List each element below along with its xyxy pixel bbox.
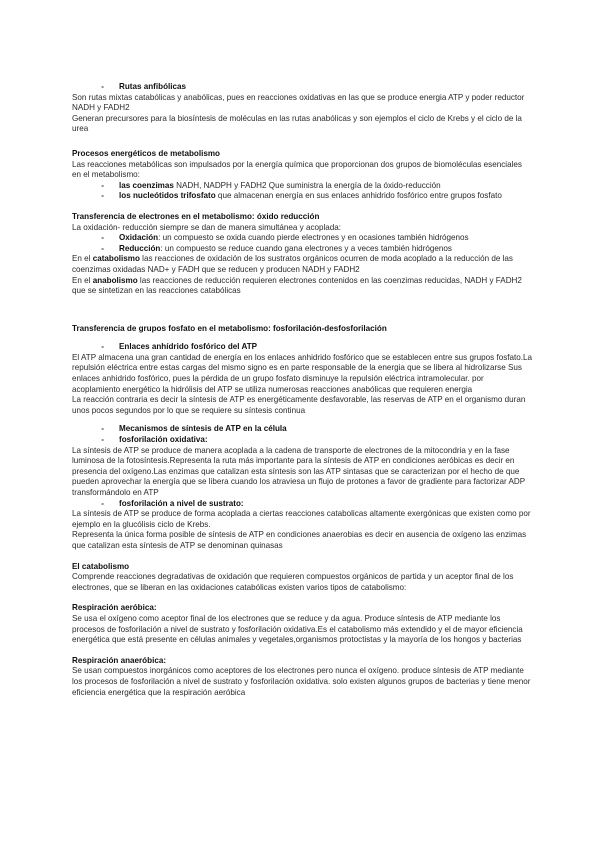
item-text: NADH, NADPH y FADH2 Que suministra la energía de la óxido-reducción (173, 180, 441, 190)
list-item-text (119, 181, 441, 192)
heading-text: Rutas anfibólicas (119, 82, 187, 91)
list-item-text (119, 244, 452, 255)
list-item-reduccion (72, 244, 532, 255)
paragraph: La síntesis de ATP se produce de forma acoplada a ciertas reacciones catabolicas altamente exergónicas que existen como por ejemplo en la glucólisis ciclo de Krebs. (72, 509, 531, 529)
subheading-fosforilacion-sustrato (72, 499, 532, 510)
paragraph: Se usan compuestos inorgánicos como aceptores de los electrones pero nunca el oxígeno. produce síntesis de ATP mediante los procesos de fosforilación a nivel de sustrato y fosforilación oxidativa. solo existen algunos grupos de bacterias y tiene menor eficiencia energética que la respiración aeróbica (72, 666, 531, 697)
bold-term: Oxidación (119, 233, 159, 243)
heading-rutas-anfibolicas (72, 82, 532, 93)
text: En el (72, 275, 93, 285)
paragraph: Representa la única forma posible de síntesis de ATP en condiciones anaerobias es decir en ausencia de oxígeno las enzimas que catalizan esta síntesis de ATP se denominan quinasas (72, 530, 527, 550)
paragraph: La reacción contraria es decir la síntesis de ATP es energéticamente desfavorable, las reservas de ATP en el organismo duran unos pocos segundos por lo que se requiere su síntesis continua (72, 395, 526, 415)
subheading-text: fosforilación a nivel de sustrato: (119, 498, 244, 508)
bullet-dash: - (101, 424, 104, 434)
bold-term: las coenzimas (119, 180, 174, 190)
list-item-coenzimas (72, 181, 532, 192)
text: las reacciones de reducción requieren electrones contenidos en las coenzimas reducidas, NADH y FADH2 que se sintetizan en las reacciones catabólicas (72, 275, 522, 296)
subheading-text: Mecanismos de síntesis de ATP en la célula (119, 424, 287, 434)
list-item-text (119, 233, 469, 244)
bullet-dash: - (101, 498, 104, 508)
text: En el (72, 254, 93, 264)
item-text: : un compuesto se oxida cuando pierde electrones y en ocasiones también hidrógenos (158, 233, 469, 243)
list-item-oxidacion (72, 233, 532, 244)
text: las reacciones de oxidación de los sustratos orgánicos ocurren de moda acoplado a la reducción de las coenzimas oxidadas NAD+ y FADH que se reducen y producen NADH y FADH2 (72, 254, 513, 274)
paragraph: Son rutas mixtas catabólicas y anabólicas, pues en reacciones oxidativas en las que se produce energia ATP y poder reductor NADH y FADH2 (72, 92, 525, 113)
bold-term: los nucleótidos trifosfato (119, 191, 216, 201)
subheading-mecanismos (72, 424, 532, 435)
item-text: que almacenan energía en sus enlaces anhidrido fosfórico entre grupos fosfato (215, 191, 502, 201)
bullet-dash: - (101, 233, 104, 243)
list-item-nucleotidos (72, 191, 532, 202)
document-page (72, 82, 532, 698)
paragraph: Generan precursores para la biosíntesis de moléculas en las rutas anabólicas y son ejemplos el ciclo de Krebs y el ciclo de la urea (72, 113, 522, 134)
subheading-enlaces (72, 342, 532, 353)
subheading-fosforilacion-oxidativa (72, 435, 532, 446)
paragraph: La oxidación- reducción siempre se dan de manera simultánea y acoplada: (72, 222, 342, 232)
section-heading-grupos-fosfato: Transferencia de grupos fosfato en el metabolismo: fosforilación-desfosforilación (72, 323, 387, 333)
paragraph: Se usa el oxígeno como aceptor final de los electrones que se reduce y da agua. Produce síntesis de ATP mediante los procesos de fosforilación a nivel de sustrato y fosforilación oxidativa.Es el catabolismo más extendido y el de mayor eficiencia energética que está presente en células animales y vegetales,organismos protoctistas y la mayoría de los hongos y bacterias (72, 613, 523, 645)
subheading-respiracion-anaerobica: Respiración anaeróbica: (72, 655, 167, 665)
paragraph: El ATP almacena una gran cantidad de energía en los enlaces anhidrido fosfórico que se establecen entre sus grupos fosfato.La repulsión eléctrica entre estas cargas del mismo signo es en parte responsable de la energia que se libera al hidrolizarse Sus enlaces anhidrido fosfórico, pues la pérdida de un grupo fosfato disminuye la repulsión eléctrica intramolecular. por acoplamiento energético la hidrólisis del ATP se utiliza numerosas reacciones anabólicas que requieren energia (72, 352, 532, 394)
item-text: : un compuesto se reduce cuando gana electrones y a veces también hidrógenos (160, 243, 452, 253)
section-heading-transferencia-electrones: Transferencia de electrones en el metabolismo: óxido reducción (72, 211, 320, 221)
paragraph-anabolismo (72, 276, 532, 297)
section-heading-catabolismo: El catabolismo (72, 561, 130, 571)
bullet-dash: - (101, 243, 104, 253)
paragraph: Las reacciones metabólicas son impulsados por la energía química que proporcionan dos grupos de biomoléculas esenciales en el metabolismo: (72, 159, 522, 180)
bold-term: Reducción (119, 243, 161, 253)
section-heading-procesos-energeticos: Procesos energéticos de metabolismo (72, 148, 220, 158)
bullet-dash: - (101, 342, 104, 352)
paragraph: La síntesis de ATP se produce de manera acoplada a la cadena de transporte de electrones de la mitocondria y en la fase luminosa de la fotosíntesis.Representa la ruta más importante para la síntesis de ATP en condiciones aeróbicas es decir en presencia del oxígeno.Las enzimas que catalizan esta síntesis son las ATP sintasas que se caracterizan por el hecho de que pueden aprovechar la energía que se libera cuando los atraviesa un flujo de protones a favor de gradiente para factorizar ADP transformándolo en ATP (72, 445, 525, 497)
subheading-respiracion-aerobica: Respiración aeróbica: (72, 603, 157, 613)
bullet-dash: - (101, 191, 104, 201)
subheading-text: fosforilación oxidativa: (119, 435, 208, 445)
paragraph: Comprende reacciones degradativas de oxidación que requieren compuestos orgánicos de partida y un aceptor final de los electrones, que se liberan en las oxidaciones catabólicas existen varios tipos de catabolismo: (72, 572, 514, 592)
paragraph-catabolismo (72, 254, 532, 275)
bullet-dash: - (101, 82, 104, 91)
list-item-text (119, 191, 502, 202)
bold-term: catabolismo (92, 254, 140, 264)
bold-term: anabolismo (92, 275, 138, 285)
bullet-dash: - (101, 435, 104, 445)
subheading-text: Enlaces anhídrido fosfórico del ATP (119, 342, 258, 352)
bullet-dash: - (101, 180, 104, 190)
